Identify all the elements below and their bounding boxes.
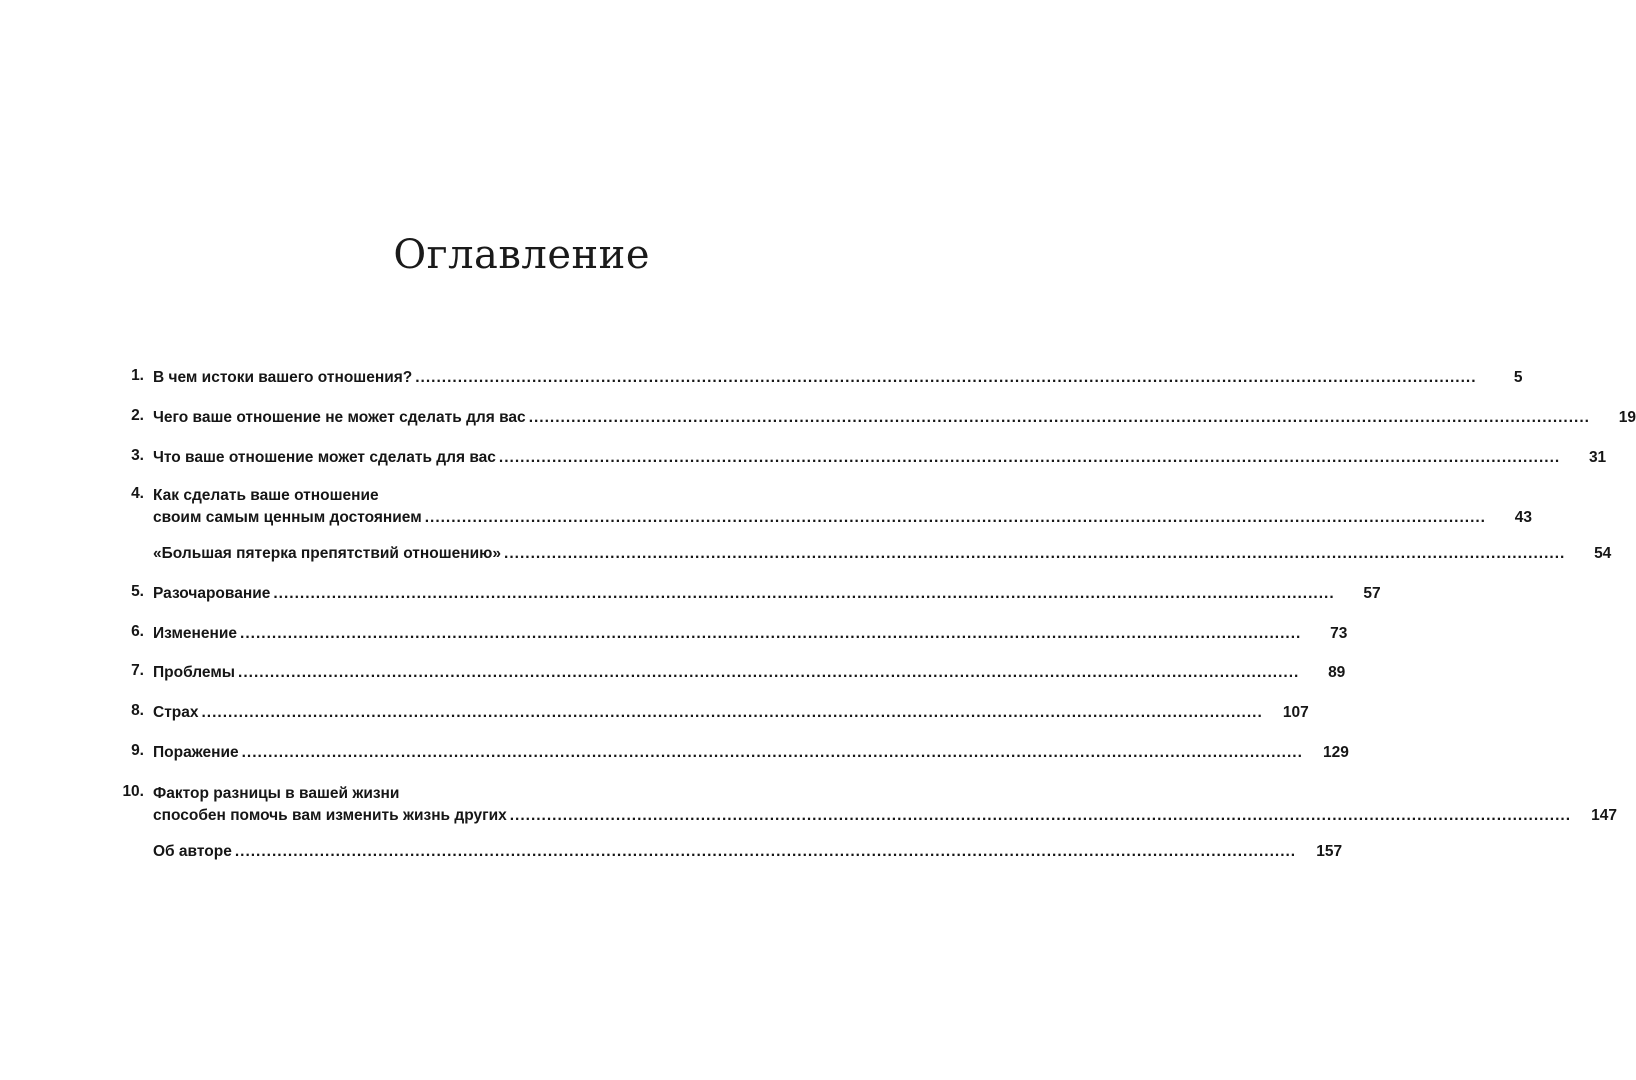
dot-leader: ........................................................................................................................................................................................................ <box>415 369 1477 386</box>
page-number: 31 <box>1588 449 1607 466</box>
chapter-number: 8. <box>131 702 144 719</box>
chapter-title: Как сделать ваше отношение <box>153 487 379 504</box>
chapter-number: 7. <box>131 662 144 679</box>
chapter-number: 5. <box>131 583 144 600</box>
dot-leader: ........................................................................................................................................................................................................ <box>528 409 1590 426</box>
page-number: 5 <box>1513 369 1523 386</box>
chapter-number: 10. <box>122 783 144 800</box>
page-number: 57 <box>1363 585 1381 602</box>
chapter-title: Разочарование <box>153 585 271 602</box>
page-number: 157 <box>1316 843 1343 860</box>
dot-leader: ........................................................................................................................................................................................................ <box>509 807 1571 824</box>
chapter-number: 1. <box>131 367 144 384</box>
page-number: 43 <box>1514 509 1532 526</box>
chapter-title: Проблемы <box>153 664 236 681</box>
chapter-title: Изменение <box>153 625 238 642</box>
dot-leader: ........................................................................................................................................................................................................ <box>273 585 1335 602</box>
dot-leader: ........................................................................................................................................................................................................ <box>241 744 1303 761</box>
chapter-title: Чего ваше отношение не может сделать для вас <box>153 409 526 426</box>
page-number: 54 <box>1594 545 1612 562</box>
chapter-number: 6. <box>131 623 144 640</box>
chapter-title-continued: своим самым ценным достоянием <box>153 509 422 526</box>
dot-leader: ........................................................................................................................................................................................................ <box>238 664 1300 681</box>
chapter-title: Страх <box>153 704 199 721</box>
chapter-title-continued: способен помочь вам изменить жизнь других <box>153 807 507 824</box>
page-number: 19 <box>1618 409 1636 426</box>
page-title: Оглавление <box>393 232 650 278</box>
chapter-number: 2. <box>131 407 144 424</box>
page-number: 147 <box>1591 807 1617 824</box>
dot-leader: ........................................................................................................................................................................................................ <box>240 625 1302 642</box>
chapter-title: В чем истоки вашего отношения? <box>153 369 413 386</box>
chapter-number: 9. <box>131 742 144 759</box>
section-title: «Большая пятерка препятствий отношению» <box>153 545 502 562</box>
chapter-title: Что ваше отношение может сделать для вас <box>153 449 496 466</box>
dot-leader: ........................................................................................................................................................................................................ <box>201 704 1263 721</box>
chapter-title: Фактор разницы в вашей жизни <box>153 785 400 802</box>
chapter-title: Поражение <box>153 744 239 761</box>
dot-leader: ........................................................................................................................................................................................................ <box>234 843 1297 860</box>
dot-leader: ........................................................................................................................................................................................................ <box>498 449 1561 466</box>
section-title: Об авторе <box>153 843 232 860</box>
dot-leader: ........................................................................................................................................................................................................ <box>424 509 1486 526</box>
chapter-number: 3. <box>131 447 144 464</box>
page-number: 73 <box>1330 625 1348 642</box>
page-number: 107 <box>1282 704 1309 721</box>
page-number: 89 <box>1328 664 1346 681</box>
page-number: 129 <box>1323 744 1349 761</box>
chapter-number: 4. <box>131 485 144 502</box>
dot-leader: ........................................................................................................................................................................................................ <box>504 545 1566 562</box>
